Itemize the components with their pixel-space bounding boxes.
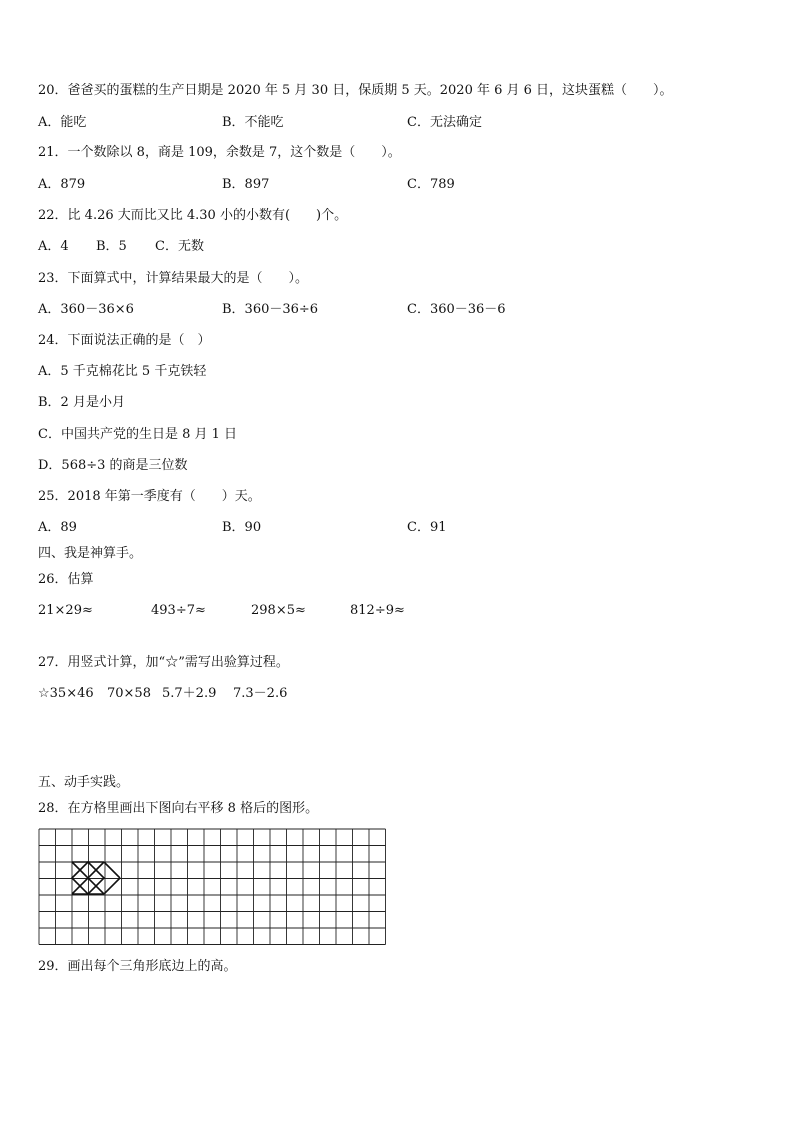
question-26-item-1: 21×29≈ (38, 603, 93, 618)
question-29-stem: 29．画出每个三角形底边上的高。 (38, 959, 237, 974)
grid-lines (39, 829, 386, 945)
question-25-option-a[interactable]: A．89 (38, 520, 77, 535)
question-21-stem: 21．一个数除以 8，商是 109，余数是 7，这个数是（ ）。 (38, 145, 401, 160)
question-27-item-4: 7.3－2.6 (233, 686, 288, 701)
question-27-item-2: 70×58 (107, 686, 151, 701)
question-23-option-b[interactable]: B．360－36÷6 (222, 302, 319, 317)
question-20-stem: 20．爸爸买的蛋糕的生产日期是 2020 年 5 月 30 日，保质期 5 天。2020 年 6 月 6 日，这块蛋糕（ ）。 (38, 83, 673, 98)
question-28-stem: 28．在方格里画出下图向右平移 8 格后的图形。 (38, 801, 319, 816)
question-25-stem: 25．2018 年第一季度有（ ）天。 (38, 489, 261, 504)
question-25-option-b[interactable]: B．90 (222, 520, 262, 535)
question-27-item-1: ☆35×46 (38, 686, 94, 701)
question-27-item-3: 5.7＋2.9 (162, 686, 217, 701)
question-24-stem: 24．下面说法正确的是（ ） (38, 333, 211, 348)
question-22-option-a[interactable]: A．4 (38, 239, 69, 254)
question-22-option-b[interactable]: B．5 (96, 239, 127, 254)
question-26-item-2: 493÷7≈ (151, 603, 206, 618)
question-22-option-c[interactable]: C．无数 (155, 239, 204, 254)
question-22-stem: 22．比 4.26 大而比又比 4.30 小的小数有( )个。 (38, 208, 348, 223)
question-24-option-d[interactable]: D．568÷3 的商是三位数 (38, 458, 188, 473)
question-20-option-a[interactable]: A．能吃 (38, 115, 87, 130)
section-5-heading: 五、动手实践。 (38, 775, 130, 790)
question-24-option-b[interactable]: B．2 月是小月 (38, 395, 125, 410)
question-23-option-a[interactable]: A．360－36×6 (38, 302, 134, 317)
section-4-heading: 四、我是神算手。 (38, 546, 143, 561)
square-grid[interactable] (38, 828, 390, 946)
question-27-stem: 27．用竖式计算，加“☆”需写出验算过程。 (38, 655, 289, 670)
question-25-option-c[interactable]: C．91 (407, 520, 447, 535)
question-21-option-b[interactable]: B．897 (222, 177, 270, 192)
question-26-stem: 26．估算 (38, 572, 94, 587)
question-26-item-4: 812÷9≈ (350, 603, 405, 618)
question-21-option-c[interactable]: C．789 (407, 177, 455, 192)
question-23-option-c[interactable]: C．360－36－6 (407, 302, 506, 317)
question-21-option-a[interactable]: A．879 (38, 177, 86, 192)
question-24-option-a[interactable]: A．5 千克棉花比 5 千克铁轻 (38, 364, 207, 379)
question-20-option-b[interactable]: B．不能吃 (222, 115, 284, 130)
question-23-stem: 23．下面算式中，计算结果最大的是（ ）。 (38, 271, 309, 286)
question-24-option-c[interactable]: C．中国共产党的生日是 8 月 1 日 (38, 427, 238, 442)
question-20-option-c[interactable]: C．无法确定 (407, 115, 482, 130)
composite-figure (72, 862, 120, 894)
question-26-item-3: 298×5≈ (251, 603, 306, 618)
